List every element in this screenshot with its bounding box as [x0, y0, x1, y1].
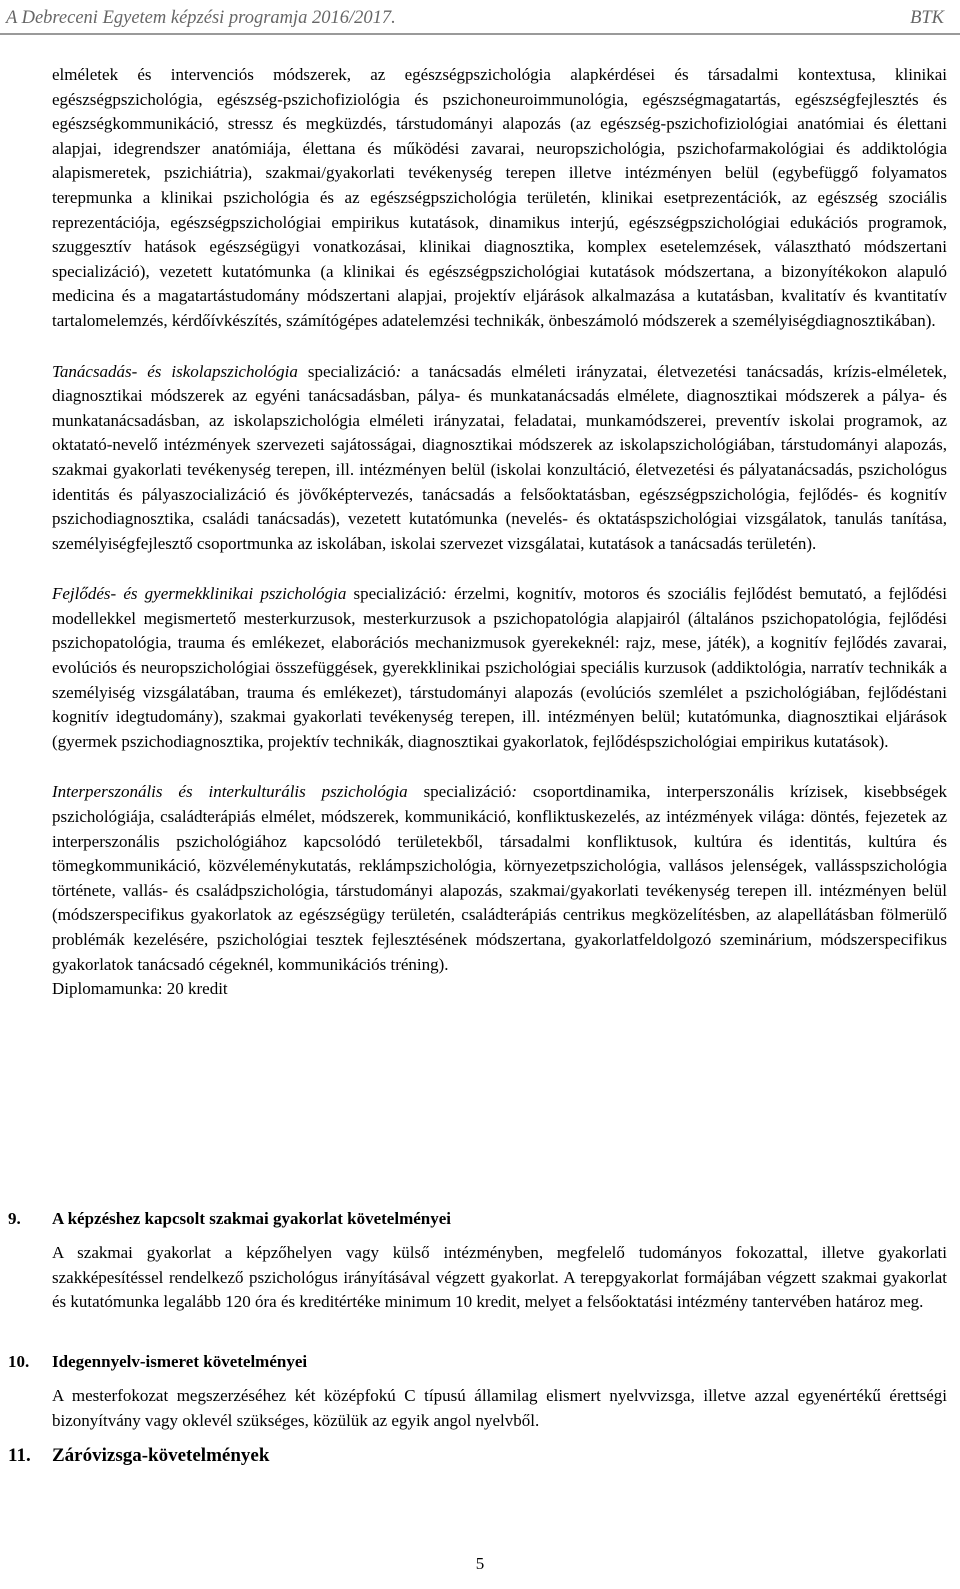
section-9-body: A szakmai gyakorlat a képzőhelyen vagy külső intézményben, megfelelő tudományos fokozattal, illetve gyakorlati szakképesítéssel rendelkező pszichológus irányításával végzett gyakorlat. A terepgyakorlat formájában végzett szakmai gyakorlat és kutatómunka legalább 120 óra és kreditértéke minimum 10 kredit, melyet a felsőoktatási intézmény tantervében határoz meg.	[52, 1243, 947, 1312]
section-number: 11.	[8, 1445, 31, 1466]
specialization-developmental-paragraph: Fejlődés- és gyermekklinikai pszichológia specializáció: érzelmi, kognitív, motoros és szociális fejlődést bemutató, a fejlődési modellekkel megismertető mesterkurzusok, mesterkurzusok a pszichopatológia alapjairól (általános pszichopatológia, fejlődési pszichopatológia, trauma és emlékezet, elaborációs mechanizmusok gyerekeknél: rajz, mese, játék), a kognitív fejlődés zavarai, evolúciós és neuropszichológiai összefüggések, gyerekklinikai pszichológiai speciális kurzusok (addiktológia, narratív technikák a személyiség vizsgálatában, trauma és emlékezet), társtudományi alapozás (evolúciós szemlélet a pszichológiában, fejlődéstani kognitív idegtudomány), szakmai gyakorlati tevékenység terepen, ill. intézményen belül; kutatómunka, diagnosztikai eljárások (gyermek pszichodiagnosztika, projektív technikák, diagnosztikai gyakorlatok, fejlődéspszichológiai empirikus kutatások).	[52, 584, 947, 751]
header-rule	[0, 33, 960, 35]
specialization-body: csoportdinamika, interperszonális krízisek, kisebbségek pszichológiája, családterápiás elmélet, módszerek, kommunikáció, konfliktuskezelés, az intézmények világa: döntés, fejezetek az interperszonális pszichológiához kapcsolódó területekből, társadalmi konfliktusok, kultúra és identitás, kultúra és tömegkommunikáció, közvéleménykutatás, reklámpszichológia, környezetpszichológia, vallásos jelenségek, vallásspszichológia története, vallás- és családpszichológia, társtudományi alapozás, szakmai/gyakorlati tevékenység terepen ill. intézményen belül (módszerspecifikus gyakorlatok az egészségügy területén, családterápiás centrikus megközelítésben, az alapellátásban fölmerülő problémák kezelésére, pszichológiai tesztek fejlesztésének módszertana, gyakorlatfeldolgozó szeminárium, módszerspecifikus gyakorlatok tanácsadó cégeknél, kommunikációs tréning).	[52, 782, 948, 974]
header-title: A Debreceni Egyetem képzési programja 2016/2017.	[6, 8, 396, 28]
specialization-title: Fejlődés- és gyermekklinikai pszichológia	[52, 584, 347, 604]
specialization-interpersonal-paragraph: Interperszonális és interkulturális pszichológia specializáció: csoportdinamika, interperszonális krízisek, kisebbségek pszichológiája, családterápiás elmélet, módszerek, kommunikáció, konfliktuskezelés, az intézmények világa: döntés, fejezetek az interperszonális pszichológiához kapcsolódó területekből, társadalmi konfliktusok, kultúra és identitás, kultúra és tömegkommunikáció, közvéleménykutatás, reklámpszichológia, környezetpszichológia, vallásos jelenségek, vallásspszichológia története, vallás- és családpszichológia, társtudományi alapozás, szakmai/gyakorlati tevékenység terepen ill. intézményen belül (módszerspecifikus gyakorlatok az egészségügy területén, családterápiás centrikus megközelítésben, az alapellátásban fölmerülő problémák kezelésére, pszichológiai tesztek fejlesztésének módszertana, gyakorlatfeldolgozó szeminárium, módszerspecifikus gyakorlatok tanácsadó cégeknél, kommunikációs tréning).	[52, 782, 948, 974]
page-number: 5	[475, 1554, 485, 1573]
section-title: A képzéshez kapcsolt szakmai gyakorlat követelményei	[52, 1209, 451, 1228]
specialization-counselling-paragraph: Tanácsadás- és iskolapszichológia specializáció: a tanácsadás elméleti irányzatai, életvezetési tanácsadás, krízis-elméletek, diagnosztikai módszerek az egyéni tanácsadásban, pálya- és munkatanácsadás elmélete, diagnosztikai módszerek a pálya- és munkatanácsadásban, az iskolapszichológia elméleti irányzatai, feladatai, munkamódszerei, preventív iskolai programok, az oktatató-nevelő intézmények szervezeti sajátosságai, diagnosztikai módszerek az iskolapszichológiában, társtudományi alapozás, szakmai gyakorlati tevékenység terepen, ill. intézményen belül (iskolai konzultáció, életvezetési és pályatanácsadás, pszichológus identitás és pályaszocializáció és jövőképtervezés, tanácsadás a felsőoktatásban, egészségpszichológia, fejlődés- és kognitív pszichodiagnosztika, családi tanácsadás), vezetett kutatómunka (nevelés- és oktatáspszichológiai vizsgálatok, tanulás tanítása, személyiségfejlesztő csoportmunka az iskolában, iskolai szervezet vizsgálatai, kutatások a tanácsadás területén).	[52, 361, 948, 553]
specialization-body: érzelmi, kognitív, motoros és szociális fejlődést bemutató, a fejlődési modellekkel megismertető mesterkurzusok, mesterkurzusok a pszichopatológia alapjairól (általános pszichopatológia, fejlődési pszichopatológia, trauma és emlékezet, elaborációs mechanizmusok gyerekeknél: rajz, mese, játék), a kognitív fejlődés zavarai, evolúciós és neuropszichológiai összefüggések, gyerekklinikai pszichológiai speciális kurzusok (addiktológia, narratív technikák a személyiség vizsgálatában, trauma és emlékezet), társtudományi alapozás (evolúciós szemlélet a pszichológiában, fejlődéstani kognitív idegtudomány), szakmai gyakorlati tevékenység terepen, ill. intézményen belül; kutatómunka, diagnosztikai eljárások (gyermek pszichodiagnosztika, projektív technikák, diagnosztikai gyakorlatok, fejlődéspszichológiai empirikus kutatások).	[52, 584, 947, 751]
specialization-label: specializáció	[307, 361, 396, 381]
specialization-body: a tanácsadás elméleti irányzatai, életvezetési tanácsadás, krízis-elméletek, diagnosztikai módszerek az egyéni tanácsadásban, pálya- és munkatanácsadás elmélete, diagnosztikai módszerek a pálya- és munkatanácsadásban, az iskolapszichológia elméleti irányzatai, feladatai, munkamódszerei, preventív iskolai programok, az oktatató-nevelő intézmények szervezeti sajátosságai, diagnosztikai módszerek az iskolapszichológiában, társtudományi alapozás, szakmai gyakorlati tevékenység terepen, ill. intézményen belül (iskolai konzultáció, életvezetési és pályatanácsadás, pszichológus identitás és pályaszocializáció és jövőképtervezés, tanácsadás a felsőoktatásban, egészségpszichológia, fejlődés- és kognitív pszichodiagnosztika, családi tanácsadás), vezetett kutatómunka (nevelés- és oktatáspszichológiai vizsgálatok, tanulás tanítása, személyiségfejlesztő csoportmunka az iskolában, iskolai szervezet vizsgálatai, kutatások a tanácsadás területén).	[52, 361, 948, 553]
running-header	[0, 6, 960, 32]
section-number: 10.	[8, 1352, 30, 1371]
section-number: 9.	[8, 1209, 21, 1228]
specialization-title: Interperszonális és interkulturális pszichológia	[52, 782, 408, 802]
section-title: Záróvizsga-követelmények	[52, 1445, 270, 1466]
diploma-credits: Diplomamunka: 20 kredit	[52, 979, 228, 999]
main-content	[52, 63, 947, 1002]
specialization-title: Tanácsadás- és iskolapszichológia	[52, 361, 298, 381]
section-title: Idegennyelv-ismeret követelményei	[52, 1352, 308, 1371]
specialization-label: specializáció	[423, 782, 512, 802]
header-faculty: BTK	[910, 8, 944, 28]
specialization-label: specializáció	[353, 584, 442, 604]
intro-paragraph: elméletek és intervenciós módszerek, az egészségpszichológia alapkérdései és társadalmi kontextusa, klinikai egészségpszichológia, egészség-pszichofiziológia és pszichoneuroimmunológia, egészségmagatartás, egészségfejlesztés és egészségkommunikáció, stressz és megküzdés, társtudományi alapozás (az egészség-pszichofiziológiai anatómiai és élettani alapjai, idegrendszer anatómiája, élettana és működési zavarai, neuropszichológia, pszichofarmakológiai és addiktológia alapismeretek, pszichiátria), szakmai/gyakorlati tevékenység terepen illetve intézményen belül (egybefüggő folyamatos terepmunka a klinikai pszichológia és az egészségpszichológia területén, klinikai esetprezentációk, az egészség szociális reprezentációja, egészségpszichológiai empirikus kutatások, dinamikus interjú, egészségpszichológiai edukációs programok, szuggesztív hatások egészségügyi vonatkozásai, klinikai diagnosztika, komplex esetelemzések, választható módszertani specializáció), vezetett kutatómunka (a klinikai és egészségpszichológiai kutatások módszertana, a bizonyítékokon alapuló medicina és a magatartástudomány módszertani alapjai, projektív eljárások alkalmazása a kutatásban, kvalitatív és kvantitatív tartalomelemzés, kérdőívkészítés, számítógépes adatelemzési technikák, önbeszámoló módszerek a személyiségdiagnosztikában).	[52, 65, 947, 330]
section-10-body: A mesterfokozat megszerzéséhez két középfokú C típusú államilag elismert nyelvvizsga, illetve azzal egyenértékű érettségi bizonyítvány vagy oklevél szükséges, közülük az egyik angol nyelvből.	[52, 1386, 947, 1430]
